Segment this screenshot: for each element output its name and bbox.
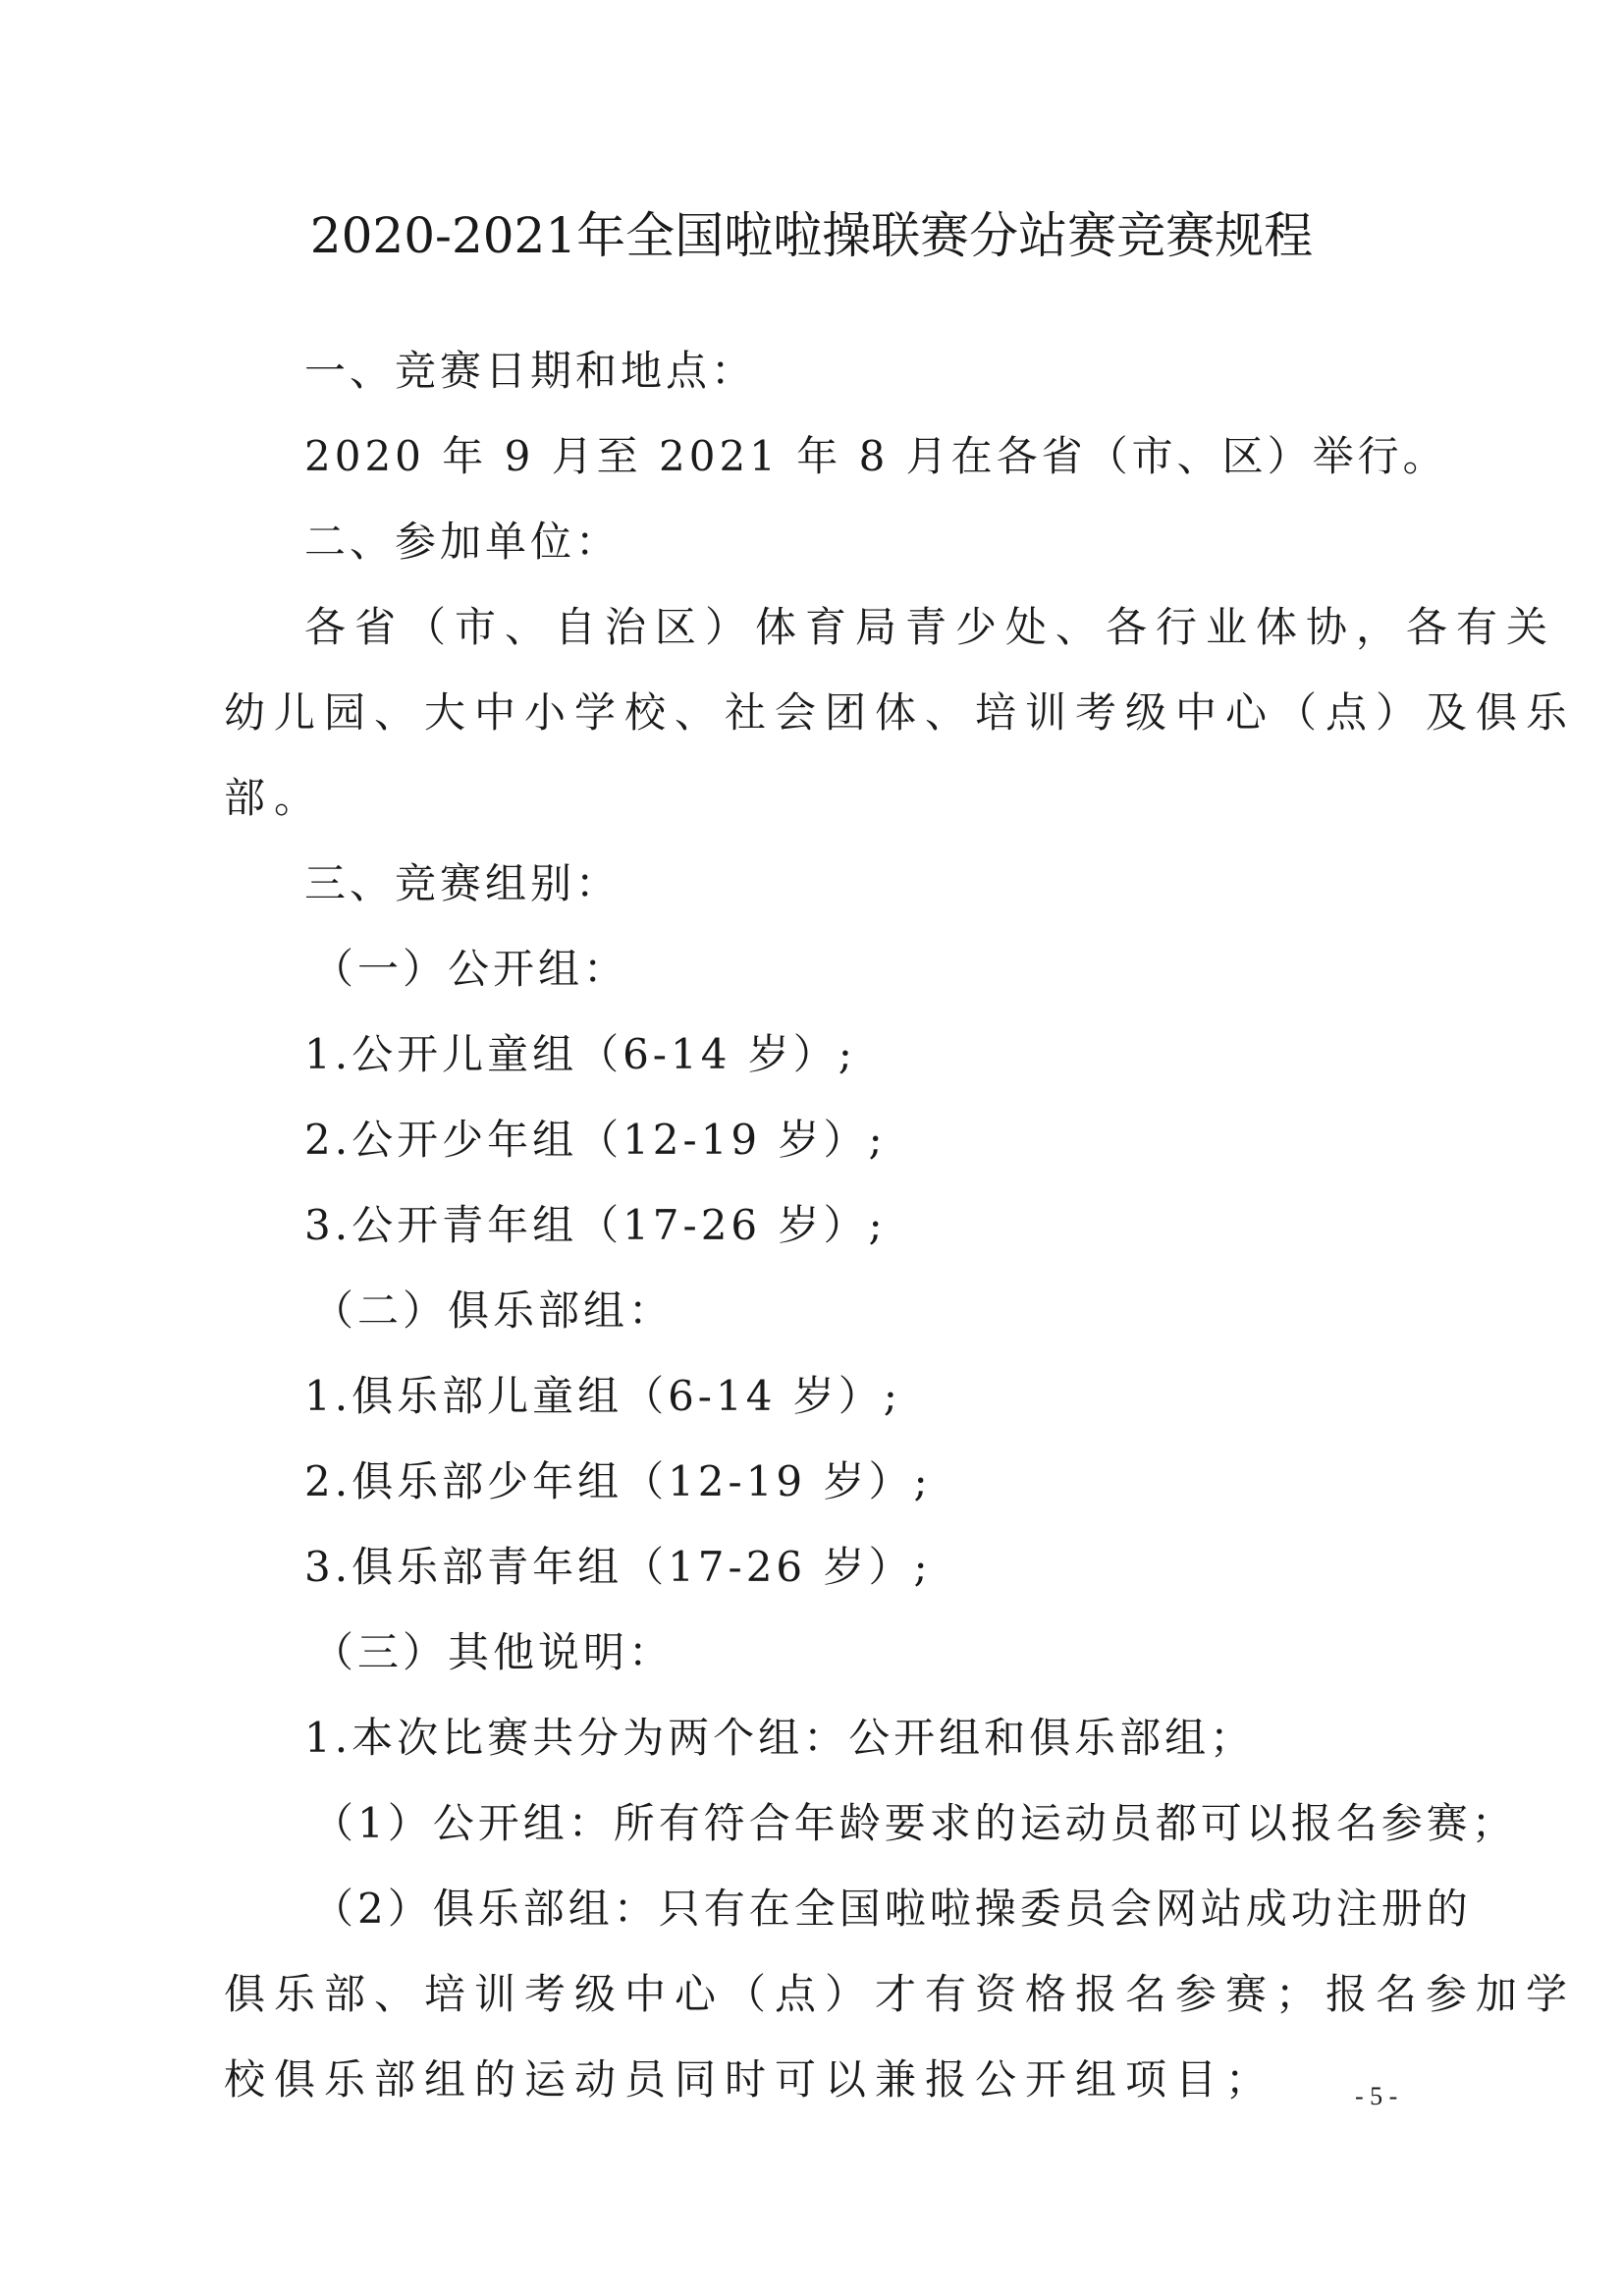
subsection-heading-open: （一）公开组：: [312, 945, 629, 993]
section-heading-groups: 三、竞赛组别：: [304, 859, 622, 907]
note-item-1-2-line-2: 俱乐部、培训考级中心（点）才有资格报名参赛；报名参加学: [224, 1970, 1577, 2018]
subsection-heading-club: （二）俱乐部组：: [312, 1286, 675, 1335]
paragraph-participants-line-2: 幼儿园、大中小学校、社会团体、培训考级中心（点）及俱乐: [224, 688, 1577, 737]
list-item-open-youth: 3.公开青年组（17-26 岁）;: [304, 1201, 887, 1249]
list-item-club-children: 1.俱乐部儿童组（6-14 岁）;: [304, 1372, 901, 1420]
note-item-1: 1.本次比赛共分为两个组：公开组和俱乐部组；: [304, 1714, 1256, 1762]
document-title: 2020-2021年全国啦啦操联赛分站赛竞赛规程: [309, 207, 1314, 264]
list-item-open-children: 1.公开儿童组（6-14 岁）;: [304, 1030, 856, 1078]
section-heading-participants: 二、参加单位：: [304, 518, 622, 566]
list-item-open-juniors: 2.公开少年组（12-19 岁）;: [304, 1116, 887, 1164]
note-item-1-2-line-3: 校俱乐部组的运动员同时可以兼报公开组项目；: [224, 2055, 1276, 2104]
list-item-club-youth: 3.俱乐部青年组（17-26 岁）;: [304, 1543, 932, 1591]
paragraph-participants-line-3: 部。: [224, 774, 325, 822]
paragraph-participants-line-1: 各省（市、自治区）体育局青少处、各行业体协，各有关: [304, 603, 1557, 651]
list-item-club-juniors: 2.俱乐部少年组（12-19 岁）;: [304, 1457, 932, 1505]
page-number: - 5 -: [1355, 2082, 1398, 2110]
section-heading-dates: 一、竞赛日期和地点：: [304, 347, 757, 395]
paragraph-dates: 2020 年 9 月至 2021 年 8 月在各省（市、区）举行。: [304, 432, 1448, 480]
subsection-heading-notes: （三）其他说明：: [312, 1628, 675, 1676]
note-item-1-2-line-1: （2）俱乐部组：只有在全国啦啦操委员会网站成功注册的: [312, 1885, 1472, 1933]
note-item-1-1: （1）公开组：所有符合年龄要求的运动员都可以报名参赛；: [312, 1799, 1517, 1847]
